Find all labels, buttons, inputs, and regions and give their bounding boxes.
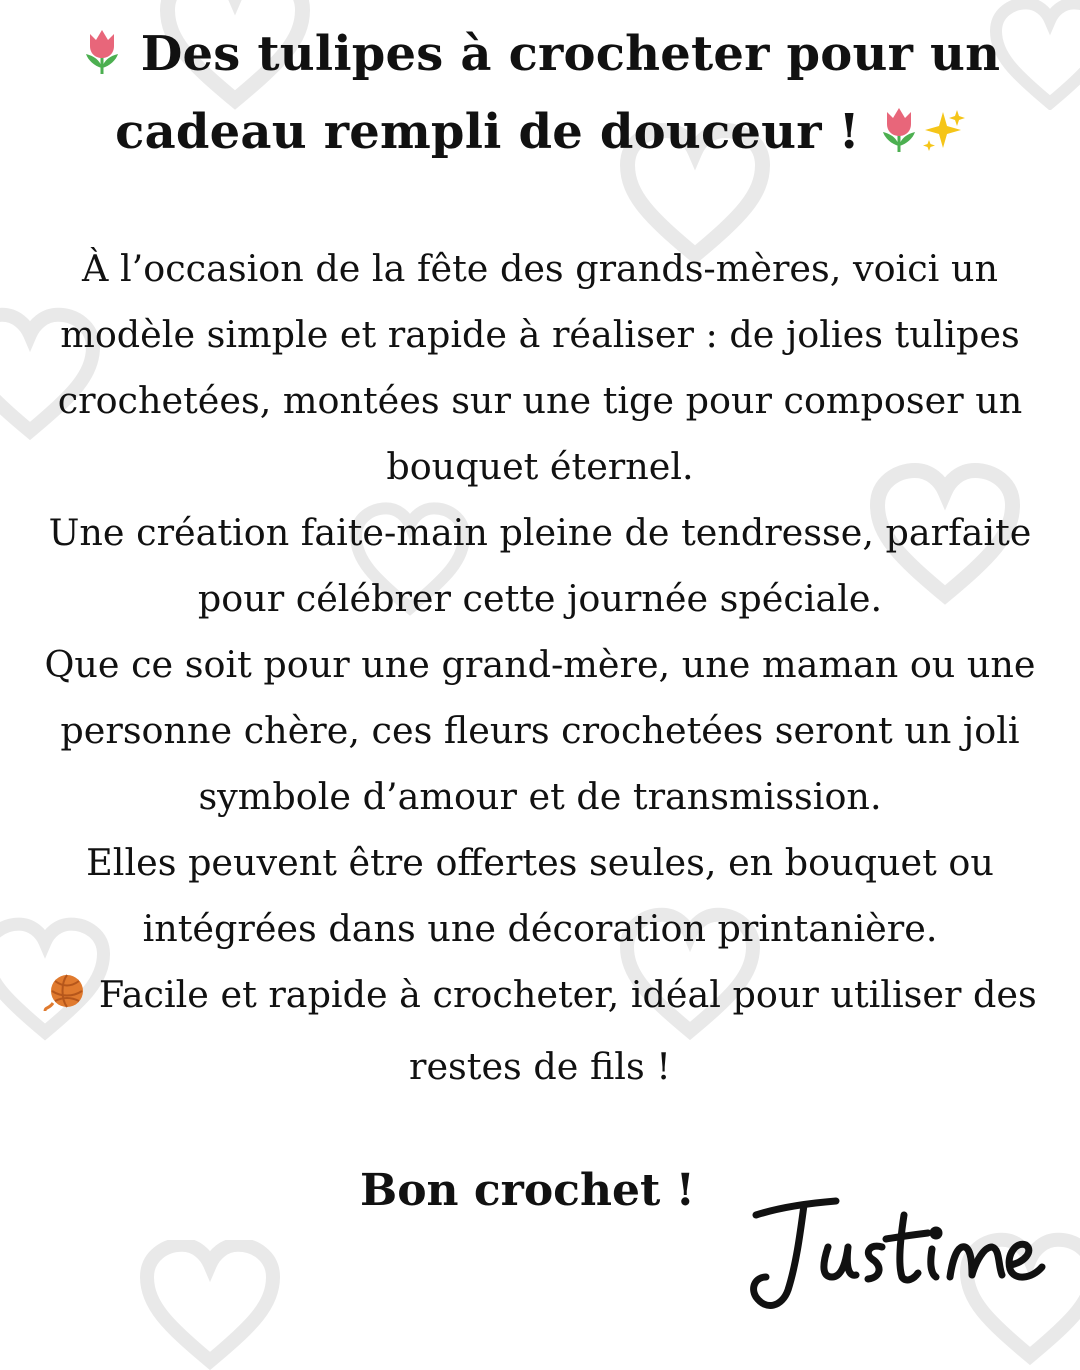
paragraph-occasion: À l’occasion de la fête des grands-mères, voici un modèle simple et rapide à réaliser : de jolies tulipes crochetées, montées sur une tige pour composer un bouquet éternel. (57, 247, 1023, 488)
paragraph-recipients: Que ce soit pour une grand-mère, une maman ou une personne chère, ces fleurs crochetées seront un joli symbole d’amour et de transmission. (44, 643, 1036, 818)
tulip-icon (877, 102, 921, 174)
title-text-line-1: Des tulipes à crocheter pour un (140, 26, 1001, 82)
post-body (20, 236, 1060, 1100)
paragraph-tip (20, 962, 1060, 1100)
post-title (0, 18, 1080, 174)
paragraph-usage: Elles peuvent être offertes seules, en bouquet ou intégrées dans une décoration printanière. (86, 841, 994, 950)
sparkles-icon (921, 102, 965, 174)
heart-icon (140, 1240, 280, 1370)
paragraph-creation: Une création faite-main pleine de tendresse, parfaite pour célébrer cette journée spéciale. (48, 511, 1032, 620)
tip-text: Facile et rapide à crocheter, idéal pour utiliser des restes de fils ! (98, 973, 1037, 1088)
tulip-icon (80, 24, 124, 96)
title-text-line-2: cadeau rempli de douceur ! (115, 104, 860, 160)
signature (736, 1185, 1056, 1325)
title-line-1 (0, 18, 1080, 96)
signoff: Bon crochet ! (360, 1165, 695, 1216)
title-line-2 (0, 96, 1080, 174)
yarn-ball-icon (43, 968, 87, 1034)
